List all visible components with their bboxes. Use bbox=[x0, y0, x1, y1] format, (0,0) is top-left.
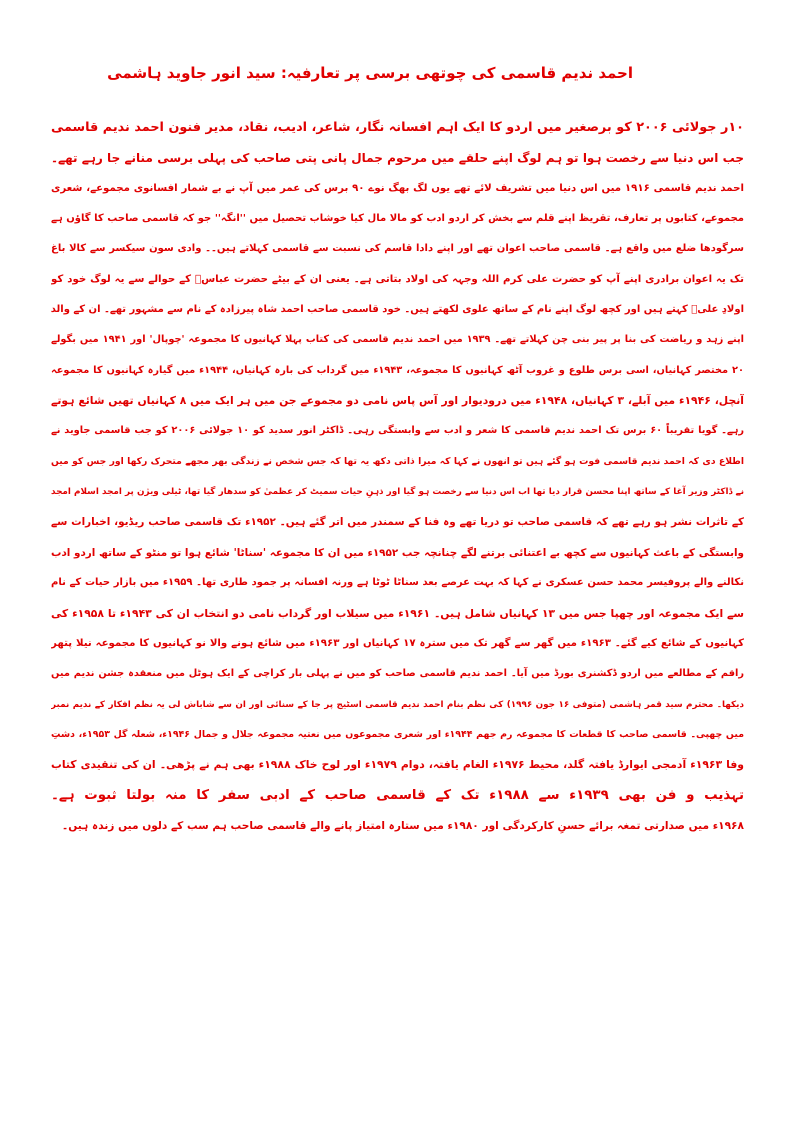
paragraph-line: میں چھپی۔ قاسمی صاحب کا قطعات کا مجموعہ رم جھم ۱۹۴۴ء اور شعری مجموعوں میں نعتیہ مجموعہ جلال و جمال ۱۹۴۶ء، شعلہ گل ۱۹۵۳ء، دشتِ bbox=[51, 728, 744, 740]
paragraph-line: سے ایک مجموعہ اور چھپا جس میں ۱۳ کہانیاں شامل ہیں۔ ۱۹۶۱ء میں سیلاب اور گرداب نامی دو انتخاب ان کی ۱۹۴۳ء تا ۱۹۵۸ء کی bbox=[51, 606, 744, 620]
paragraph-line: ۲۰ مختصر کہانیاں، اسی برس طلوع و غروب آٹھ کہانیوں کا مجموعہ، ۱۹۴۳ء میں گرداب کی بارہ کہانیاں، ۱۹۴۴ء میں گیارہ کہانیوں کا مجموعہ bbox=[51, 364, 744, 376]
paragraph-line: اطلاع دی کہ احمد ندیم قاسمی فوت ہو گئے ہیں تو انھوں نے کہا کہ میرا ذاتی دکھ یہ تھا کہ جس شخص نے زندگی بھر مجھے متحرک رکھا اور جس کو میں bbox=[51, 455, 744, 467]
paragraph-line: مجموعے، کتابوں پر تعارف، تقریظ اپنے قلم سے بخش کر اردو ادب کو مالا مال کیا خوشاب تحصیل میں ''انگہ'' جو کہ قاسمی صاحب کا گاؤں ہے bbox=[51, 213, 744, 225]
paragraph-line: ۱۹۶۸ء میں صدارتی تمغہ برائے حسنِ کارکردگی اور ۱۹۸۰ء میں ستارہ امتیاز پانے والے قاسمی صاحب ہم سب کے دلوں میں زندہ ہیں۔ bbox=[62, 819, 744, 832]
paragraph-line: جب اس دنیا سے رخصت ہوا تو ہم لوگ اپنے حلقے میں مرحوم جمال پانی پتی صاحب کی پہلی برسی منانے جا رہے تھے۔ bbox=[51, 151, 744, 166]
paragraph-line: سرگودھا ضلع میں واقع ہے۔ قاسمی صاحب اعوان تھے اور اپنے دادا قاسم کی نسبت سے قاسمی کہلاتے ہیں۔۔ وادی سون سیکسر سے کالا باغ bbox=[51, 243, 744, 255]
paragraph-line: نکالنے والے پروفیسر محمد حسن عسکری نے کہا کہ بہت عرصے بعد سناٹا ٹوٹا ہے ورنہ افسانہ پر جمود طاری تھا۔ ۱۹۵۹ء میں بازار حیات کے نام bbox=[51, 577, 744, 589]
paragraph-line: آنچل، ۱۹۴۶ء میں آبلے، ۳ کہانیاں، ۱۹۴۸ء میں درودیوار اور آس پاس نامی دو مجموعے جن میں ہر ایک میں ۸ کہانیاں تھیں شائع ہوتے bbox=[51, 394, 744, 408]
paragraph-line: تہذیب و فن بھی ۱۹۳۹ء سے ۱۹۸۸ء تک کے قاسمی صاحب کے ادبی سفر کا منہ بولتا ثبوت ہے۔ bbox=[51, 787, 744, 803]
paragraph-line: رہے۔ گویا تقریباً ۶۰ برس تک احمد ندیم قاسمی کا شعر و ادب سے وابستگی رہی۔ ڈاکٹر انور سدید کو ۱۰ جولائی ۲۰۰۶ کو جب قاسمی جاوید نے bbox=[51, 425, 744, 437]
paragraph-line: ۱۰ر جولائی ۲۰۰۶ کو برصغیر میں اردو کا ایک اہم افسانہ نگار، شاعر، ادیب، نقاد، مدیر فنون احمد ندیم قاسمی bbox=[51, 120, 744, 135]
paragraph-line: احمد ندیم قاسمی ۱۹۱۶ میں اس دنیا میں تشریف لائے تھے یوں لگ بھگ نوے ۹۰ برس کی عمر میں آپ نے بے شمار افسانوی مجموعے، شعری bbox=[51, 182, 744, 194]
paragraph-line: اولادِ علیؓ کہتے ہیں اور کچھ لوگ اپنے نام کے ساتھ علوی لکھتے ہیں۔ خود قاسمی صاحب احمد شاہ پیرزادہ کے نام سے مشہور تھے۔ ان کے والد bbox=[51, 304, 744, 316]
paragraph-line: تک یہ اعوان برادری اپنے آپ کو حضرت علی کرم اللہ وجہہ کی اولاد بتاتی ہے۔ یعنی ان کے بیٹے حضرت عباسؓ کے حوالے سے یہ لوگ خود کو bbox=[51, 273, 744, 285]
paragraph-line: کہانیوں کے شائع کیے گئے۔ ۱۹۶۳ء میں گھر سے گھر تک میں سترہ ۱۷ کہانیاں اور ۱۹۶۳ء میں شائع ہونے والا نو کہانیوں کا مجموعہ نیلا پتھر bbox=[51, 637, 744, 649]
paragraph-line: راقم کے مطالعے میں اردو ڈکشنری بورڈ میں آیا۔ احمد ندیم قاسمی صاحب کو میں نے پہلی بار کراچی کے ایک ہوٹل میں منعقدہ جشن ندیم میں bbox=[51, 668, 744, 680]
article-body bbox=[51, 113, 744, 841]
paragraph-line: اپنے زہد و ریاضت کی بنا پر پیر بنی چن کہلاتے تھے۔ ۱۹۳۹ میں احمد ندیم قاسمی کی کتاب پہلا کہانیوں کا مجموعہ 'چوپال' اور ۱۹۴۱ میں بگولے bbox=[51, 334, 744, 346]
paragraph-line: کے تاثرات نشر ہو رہے تھے کہ قاسمی صاحب تو دریا تھے وہ فنا کے سمندر میں اتر گئے ہیں۔ ۱۹۵۲ء تک قاسمی صاحب ریڈیو، اخبارات سے bbox=[51, 516, 744, 529]
paragraph-line: وفا ۱۹۶۳ء آدمجی ایوارڈ یافتہ گلد، محیط ۱۹۷۶ء الغام یافتہ، دوام ۱۹۷۹ء اور لوح خاک ۱۹۸۸ء بھی ہم نے پڑھی۔ ان کی تنقیدی کتاب bbox=[51, 758, 744, 772]
paragraph-line: دیکھا۔ محترم سید قمر ہاشمی (متوفی ۱۶ جون ۱۹۹۶) کی نظم بنام احمد ندیم قاسمی اسٹیج پر جا کے سنائی اور ان سے شاباش لی یہ نظم افکار کے ندیم نمبر bbox=[51, 699, 744, 710]
paragraph-line: نے ڈاکٹر وزیر آغا کے ساتھ اپنا محسن قرار دیا تھا اب اس دنیا سے رخصت ہو گیا اور ذہنِ حیات سمیٹ کر عظمیٰ کو سدھار گیا تھا، ٹیلی ویژن پر امجد اسلام امجد bbox=[51, 487, 744, 498]
paragraph-line: وابستگی کے باعث کہانیوں سے کچھ بے اعتنائی برتنے لگے چنانچہ جب ۱۹۵۲ء میں ان کا مجموعہ 'سناٹا' شائع ہوا تو منٹو کے ساتھ اردو ادب bbox=[51, 546, 744, 559]
article-title: احمد ندیم قاسمی کی چوتھی برسی پر تعارفیہ: سید انور جاوید ہاشمی bbox=[107, 64, 633, 82]
